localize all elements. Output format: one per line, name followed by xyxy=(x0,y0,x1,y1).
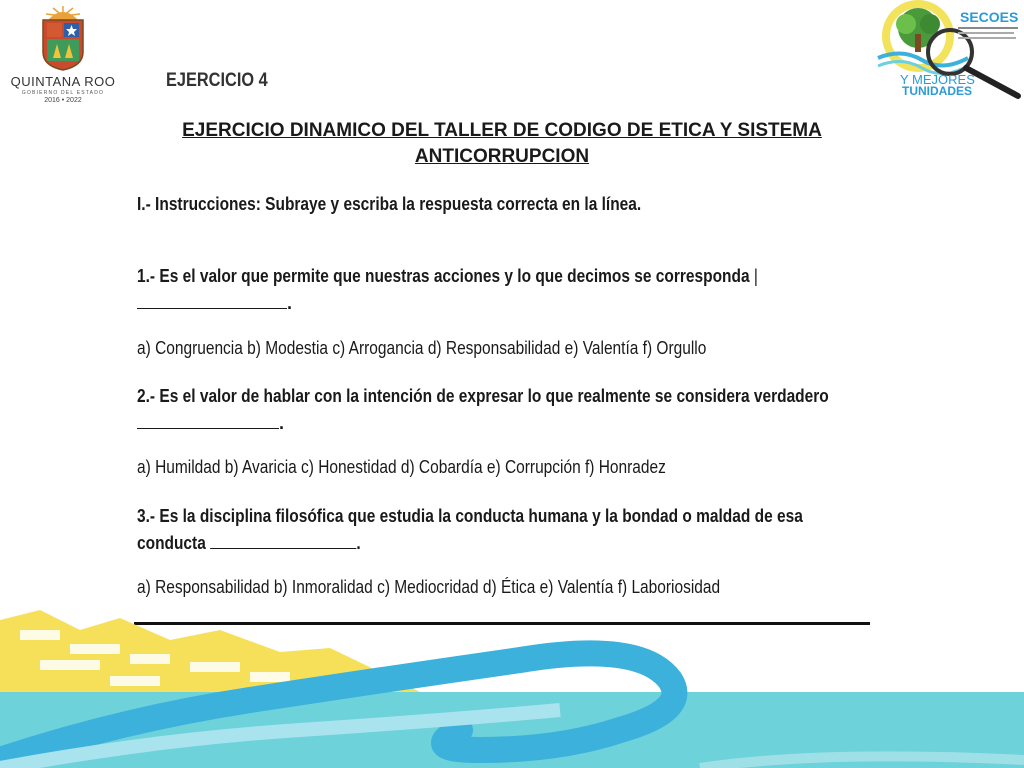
title-line-2: ANTICORRUPCION xyxy=(414,146,590,167)
question-text: Es el valor que permite que nuestras acciones y lo que decimos se corresponda xyxy=(159,266,750,286)
slogan-line-1: Y MEJORES xyxy=(900,72,975,87)
question-number: 2.- xyxy=(137,386,156,406)
document-title xyxy=(150,118,854,170)
question-number: 3.- xyxy=(137,506,156,526)
question-text-cont: conducta xyxy=(137,533,206,553)
answer-line[interactable] xyxy=(137,290,287,309)
question-3: 3.- Es la disciplina filosófica que estudia la conducta humana y la bondad o maldad de esa conducta . xyxy=(137,506,803,553)
secoes-brand: SECOES xyxy=(960,9,1019,25)
exercise-label: EJERCICIO 4 xyxy=(166,70,268,91)
question-3-options: a) Responsabilidad b) Inmoralidad c) Mediocridad d) Ética e) Valentía f) Laboriosidad xyxy=(137,577,721,597)
title-line-1: EJERCICIO DINAMICO DEL TALLER DE CODIGO DE ETICA Y SISTEMA xyxy=(182,120,822,141)
logo-name: QUINTANA ROO xyxy=(10,74,116,89)
question-1-options: a) Congruencia b) Modestia c) Arrogancia d) Responsabilidad e) Valentía f) Orgullo xyxy=(137,338,707,358)
instructions: I.- Instrucciones: Subraye y escriba la respuesta correcta en la línea. xyxy=(137,194,642,214)
question-text: Es el valor de hablar con la intención de expresar lo que realmente se considera verdadero xyxy=(159,386,829,406)
question-2-options: a) Humildad b) Avaricia c) Honestidad d) Cobardía e) Corrupción f) Honradez xyxy=(137,457,666,477)
logo-subtitle: GOBIERNO DEL ESTADO xyxy=(21,90,105,96)
logo-years: 2016 • 2022 xyxy=(44,97,82,104)
answer-line[interactable] xyxy=(210,530,356,549)
quintana-roo-logo xyxy=(8,6,118,106)
answer-line[interactable] xyxy=(137,410,279,429)
question-1: 1.- Es el valor que permite que nuestras acciones y lo que decimos se corresponda | . xyxy=(137,266,758,313)
decorative-footer xyxy=(0,600,1024,768)
slogan-line-2: TUNIDADES xyxy=(902,84,973,98)
question-number: 1.- xyxy=(137,266,156,286)
coat-of-arms-icon xyxy=(38,6,88,72)
question-2: 2.- Es el valor de hablar con la intención de expresar lo que realmente se considera verdadero . xyxy=(137,386,829,433)
secoes-logo xyxy=(872,0,1024,104)
question-text: Es la disciplina filosófica que estudia la conducta humana y la bondad o maldad de esa xyxy=(159,506,803,526)
